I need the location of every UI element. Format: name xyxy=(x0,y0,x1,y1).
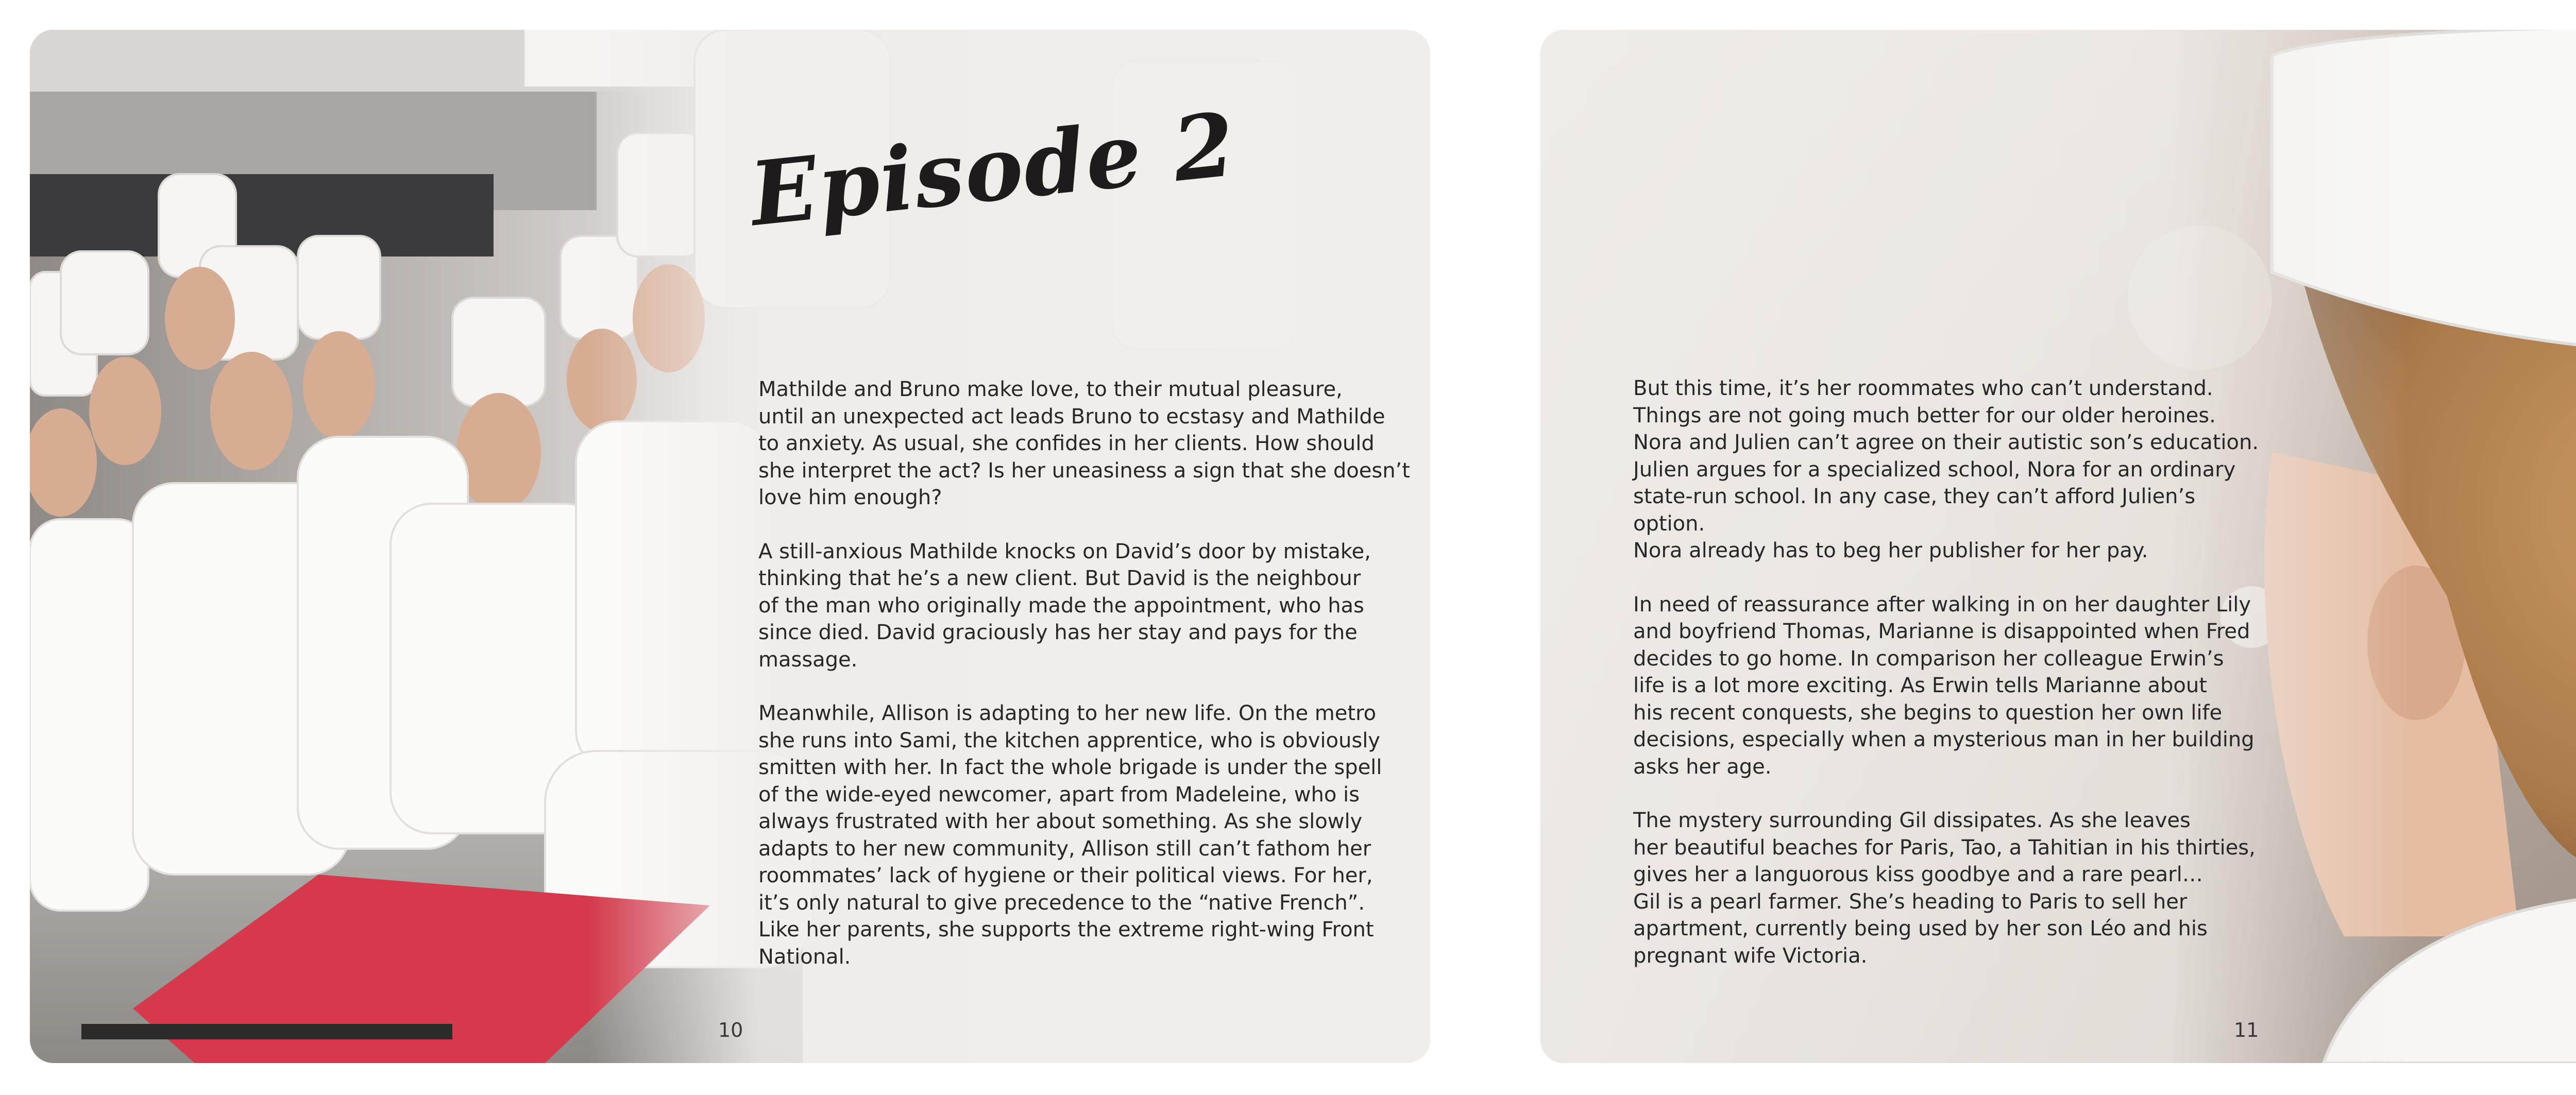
episode-title: Episode 2 xyxy=(745,93,1241,247)
left-body-text xyxy=(758,376,1428,997)
paragraph: A still-anxious Mathilde knocks on David’s door by mistake, thinking that he’s a new client. But David is the neighbour of the man who originally made the appointment, who has since died. David graciously has her stay and pays for the massage. xyxy=(758,539,1371,672)
left-page xyxy=(30,30,1430,1063)
right-body-text xyxy=(1633,375,2272,996)
paragraph: Meanwhile, Allison is adapting to her new life. On the metro she runs into Sami, the kitchen apprentice, who is obviously smitten with her. In fact the whole brigade is under the spell of the wide-eyed newcomer, apart from Madeleine, who is always frustrated with her about something. As she slowly adapts to her new community, Allison still can’t fathom her roommates’ lack of hygiene or their political views. For her, it’s only natural to give precedence to the “native French”. Like her parents, she supports the extreme right-wing Front National. xyxy=(758,702,1382,969)
right-page xyxy=(1540,30,2576,1063)
page-number: 11 xyxy=(2234,1019,2259,1041)
page-number: 10 xyxy=(718,1019,743,1041)
paragraph: Mathilde and Bruno make love, to their mutual pleasure, until an unexpected act leads Bruno to ecstasy and Mathilde to anxiety. As usual, she confides in her clients. How should she interpret the act? Is her uneasiness a sign that she doesn’t love him enough? xyxy=(758,378,1410,509)
paragraph: In need of reassurance after walking in on her daughter Lily and boyfriend Thomas, Marianne is disappointed when Fred decides to go home. In comparison her colleague Erwin’s life is a lot more exciting. As Erwin tells Marianne about his recent conquests, she begins to question her own life decisions, especially when a mysterious man in her building asks her age. xyxy=(1633,592,2255,779)
paragraph: But this time, it’s her roommates who can’t understand. Things are not going much better for our older heroines. Nora and Julien can’t agree on their autistic son’s education. Julien argues for a specialized school, Nora for an ordinary state-run school. In any case, they can’t afford Julien’s option. Nora already has to beg her publisher for her pay. xyxy=(1633,377,2259,562)
paragraph: The mystery surrounding Gil dissipates. As she leaves her beautiful beaches for Paris, Tao, a Tahitian in his thirties, gives her a languorous kiss goodbye and a rare pearl… Gil is a pearl farmer. She’s heading to Paris to sell her apartment, currently being used by her son Léo and his pregnant wife Victoria. xyxy=(1633,809,2256,968)
